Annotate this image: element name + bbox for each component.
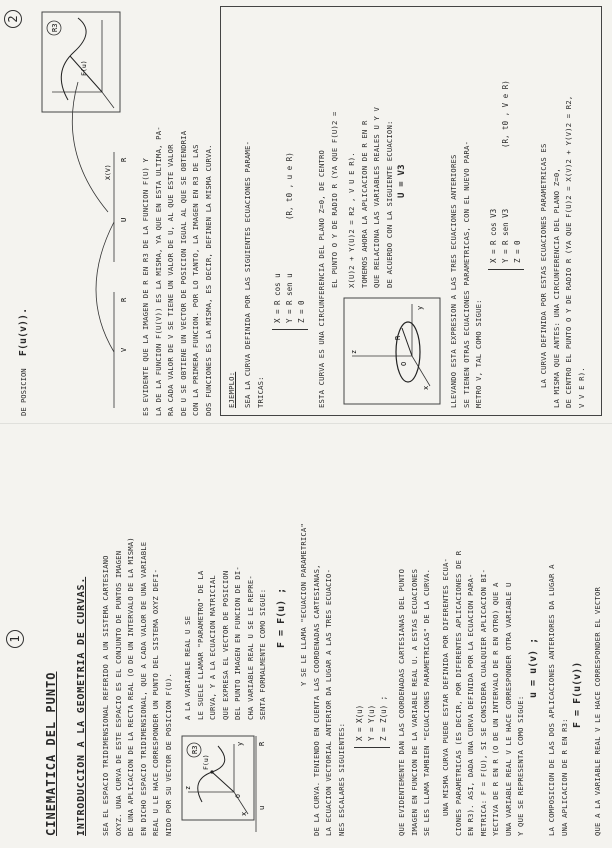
text-line: TRICAS: — [255, 376, 265, 408]
text-line: LE SUELE LLAMAR "PARAMETRO" DE LA — [195, 570, 205, 720]
text-line: NES ESCALARES SIGUIENTES: — [336, 722, 346, 836]
text-line: UNA MISMA CURVA PUEDE ESTAR DEFINIDA POR DIFERENTES ECUA- — [441, 557, 450, 816]
vector-label: F(u) — [202, 754, 210, 770]
paragraph-3 — [298, 523, 348, 836]
text-line: NIDO POR SU VECTOR DE POSICION F(U). — [163, 673, 173, 836]
example-change-text — [346, 107, 409, 288]
example-intro — [242, 141, 267, 408]
text-line: SE LES LLAMA TAMBIEN "ECUACIONES PARAMETRICAS" DE LA CURVA. — [422, 568, 431, 836]
equation-y: Y = Y(u) — [367, 704, 376, 741]
equation-y: Y = R sen u — [285, 273, 294, 323]
text-line: QUE RELACIONA LAS VARIABLES REALES U Y V — [372, 106, 381, 288]
text-line: ESTA CURVA ES UNA CIRCUNFERENCIA DEL PLANO Z=0, DE CENTRO — [317, 149, 326, 408]
equation-y: Y = R sen V3 — [501, 208, 510, 263]
text-line: CON LA PRIMERA FUNCION. POR LO TANTO, LA IMAGEN EN R3 DE LAS — [191, 144, 200, 416]
space-label: R3 — [191, 745, 199, 754]
text-line: QUE A LA VARIABLE REAL V LE HACE CORRESPONDER EL VECTOR — [593, 587, 602, 836]
parametric-equation: F = F(u) ; — [276, 587, 287, 648]
text-line: LA DE LA FUNCION F(U(V)) ES LA MISMA, YA QUE EN ESTA ULTIMA, PA- — [153, 126, 163, 416]
paragraph-1 — [140, 126, 215, 416]
equation-z: Z = 0 — [513, 240, 522, 263]
paragraph-5 — [440, 551, 528, 836]
page-number: 2 — [4, 10, 22, 28]
space-label: R3 — [51, 23, 59, 32]
text-line: OXYZ. UNA CURVA DE ESTE ESPACIO ES EL CONJUNTO DE PUNTOS IMAGEN — [113, 550, 123, 836]
text-line: DE ACUERDO CON LA SIGUIENTE ECUACION: — [384, 120, 394, 288]
x-axis-label: x — [422, 385, 430, 390]
example-circle-text — [316, 111, 341, 408]
line-formula: F(u(v)). — [18, 307, 29, 357]
text-line: METRICA: F = F(U), SI SE CONSIDERA CUALQUIER APLICACION BI- — [478, 568, 488, 836]
text-line: CURVA, Y A LA ECUACION MATRICIAL — [208, 575, 217, 720]
paragraph-2 — [182, 566, 270, 720]
example-domain-2: (R, t0 , V e R) — [501, 80, 510, 148]
y-axis-label: y — [236, 741, 244, 746]
text-line: DE LA CURVA. TENIENDO EN CUENTA LAS COORDENADAS CARTESIANAS, — [311, 564, 321, 836]
text-line: LA COMPOSICION DE LAS DOS APLICACIONES ANTERIORES DA LUGAR A — [547, 564, 556, 836]
paragraph-4 — [396, 569, 434, 836]
text-line: V V E R). — [576, 367, 586, 408]
example-equations — [272, 273, 308, 330]
text-line: LA ECUACION VECTORIAL ANTERIOR DA LUGAR A LAS TRES ECUACIO- — [324, 568, 333, 836]
example-equations-2 — [488, 209, 524, 270]
text-line: DE CENTRO EL PUNTO O Y DE RADIO R (YA QUE F(U)2 = X(V)2 + Y(V)2 = R2, — [564, 95, 573, 408]
variable-change-equation: u = u(v) ; — [528, 637, 539, 698]
u-label: U — [120, 217, 128, 222]
x-axis-label: x — [240, 811, 248, 816]
text-line: IMAGEN EN FUNCION DE LA VARIABLE REAL U. A ESTAS ECUACIONES — [409, 568, 419, 836]
text-line: EL PUNTO O Y DE RADIO R (YA QUE F(U)2 = — [329, 111, 339, 288]
text-line: LLEVANDO ESTA EXPRESION A LAS TRES ECUACIONES ANTERIORES — [449, 154, 458, 408]
text-line: SEA LA CURVA DEFINIDA POR LAS SIGUIENTES ECUACIONES PARAME- — [243, 140, 252, 408]
equation-x: X = X(u) — [355, 704, 364, 741]
text-line: METRO V, TAL COMO SIGUE: — [474, 299, 483, 408]
text-line: Y QUE SE REPRESENTA COMO SIGUE: — [516, 695, 525, 836]
equation-z: Z = 0 — [297, 300, 306, 323]
vector-label: F(u) — [80, 60, 88, 76]
line-prefix: DE POSICION — [19, 368, 28, 416]
fold-line — [0, 423, 612, 424]
page-1 — [0, 428, 612, 848]
text-line: YECTIVA DE R EN R (O DE UN INTERVALO DE R EN OTRO) QUE A — [491, 582, 500, 836]
paragraph-7 — [592, 587, 605, 836]
position-vector-line — [18, 308, 29, 416]
paragraph-1 — [100, 537, 175, 836]
scalar-equations — [354, 696, 390, 748]
y-axis-label: y — [416, 305, 424, 310]
text-line: SE TIENEN OTRAS ECUACIONES PARAMETRICAS, CON EL NUEVO PARA- — [461, 140, 471, 408]
composition-equation: F = F(u(v)) — [572, 661, 583, 728]
composition-figure — [38, 2, 128, 412]
curve-figure — [178, 732, 264, 832]
text-line: X(U)2 + Y(U)2 = R2 , V U E R). — [347, 152, 356, 288]
z-axis-label: z — [184, 785, 192, 790]
text-line: EN R3). ASI, DADA UNA CURVA DEFINIDA POR LA ECUACION PARA- — [466, 573, 475, 836]
text-line: CHA VARIABLE REAL U SE LE REPRE- — [245, 575, 255, 720]
text-line: REAL U LE HACE CORRESPONDER UN PUNTO DEL SISTEMA OXYZ DEFI- — [151, 568, 160, 836]
example-label: EJEMPLO: — [227, 371, 236, 408]
text-line: SEA EL ESPACIO TRIDIMENSIONAL REFERIDO A UN SISTEMA CARTESIANO — [101, 555, 110, 836]
example-domain: (R, t0 , u e R) — [285, 152, 294, 220]
v-label: V — [120, 347, 128, 352]
real-line-label-2: R — [120, 157, 128, 162]
text-line: TOMEMOS AHORA LA APLICACION DE R EN R — [359, 120, 369, 288]
circle-figure — [342, 296, 442, 406]
text-line: DOS FUNCIONES ES LA MISMA, ES DECIR, DEFINEN LA MISMA CURVA. — [203, 144, 213, 416]
change-equation: U = V3 — [397, 164, 407, 198]
text-line: A LA VARIABLE REAL U SE — [183, 615, 192, 720]
text-line: QUE EVIDENTEMENTE DAN LAS COORDENADAS CARTESIANAS DEL PUNTO — [397, 568, 406, 836]
paragraph-6 — [546, 564, 571, 836]
text-line: SENTA FORMALMENTE COMO SIGUE: — [258, 588, 267, 720]
real-line-label: R — [258, 741, 266, 746]
example-conclusion — [538, 96, 588, 408]
text-line: DE U SE OBTIENE UN VECTOR DE POSICION IGUAL AL QUE SE OBTENDRIA — [178, 130, 188, 416]
image-label: X(V) — [104, 164, 112, 180]
param-label: u — [258, 805, 266, 810]
text-line: DE UNA APLICACION DE LA RECTA REAL (O DE UN INTERVALO DE LA MISMA) — [126, 537, 135, 836]
text-line: ES EVIDENTE QUE LA IMAGEN DE R EN R3 DE LA FUNCION F(U) Y — [141, 157, 150, 416]
z-axis-label: z — [350, 349, 358, 354]
text-line: LA MISMA QUE ANTES: UNA CIRCUNFERENCIA DEL PLANO Z=0, — [551, 168, 561, 408]
section-subtitle: INTRODUCCION A LA GEOMETRIA DE CURVAS. — [76, 576, 87, 836]
page-title: CINEMATICA DEL PUNTO — [44, 671, 58, 836]
text-line: UNA APLICACION DE R EN R3: — [559, 718, 569, 836]
equation-x: X = R cos u — [273, 273, 282, 323]
center-label: O — [400, 361, 408, 366]
text-line: CIONES PARAMETRICAS (ES DECIR, POR DIFERENTES APLICACIONES DE R — [453, 550, 463, 836]
text-line: LA CURVA DEFINIDA POR ESTAS ECUACIONES PARAMETRICAS ES — [539, 143, 548, 388]
equation-z: Z = Z(u) ; — [379, 695, 388, 741]
text-line: Y SE LE LLAMA "ECUACION PARAMETRICA" — [299, 523, 308, 686]
example-substitution-text — [448, 141, 486, 408]
page-2 — [0, 0, 612, 420]
page-number: 1 — [6, 630, 24, 648]
equation-x: X = R cos V3 — [489, 208, 498, 263]
origin-label: O — [234, 794, 242, 798]
text-line: EN DICHO ESPACIO TRIDIMENSIONAL, QUE A CADA VALOR DE UNA VARIABLE — [138, 541, 148, 836]
text-line: RA CADA VALOR DE V SE TIENE UN VALOR DE U, AL QUE ESTE VALOR — [166, 144, 175, 416]
radius-label: R — [394, 335, 402, 340]
real-line-label: R — [120, 297, 128, 302]
text-line: UNA VARIABLE REAL V LE HACE CORRESPONDER OTRA VARIABLE U — [503, 582, 513, 836]
text-line: DEL PUNTO IMAGEN EN FUNCION DE DI- — [233, 566, 242, 720]
text-line: QUE EXPRESA EL VECTOR DE POSICION — [220, 570, 230, 720]
